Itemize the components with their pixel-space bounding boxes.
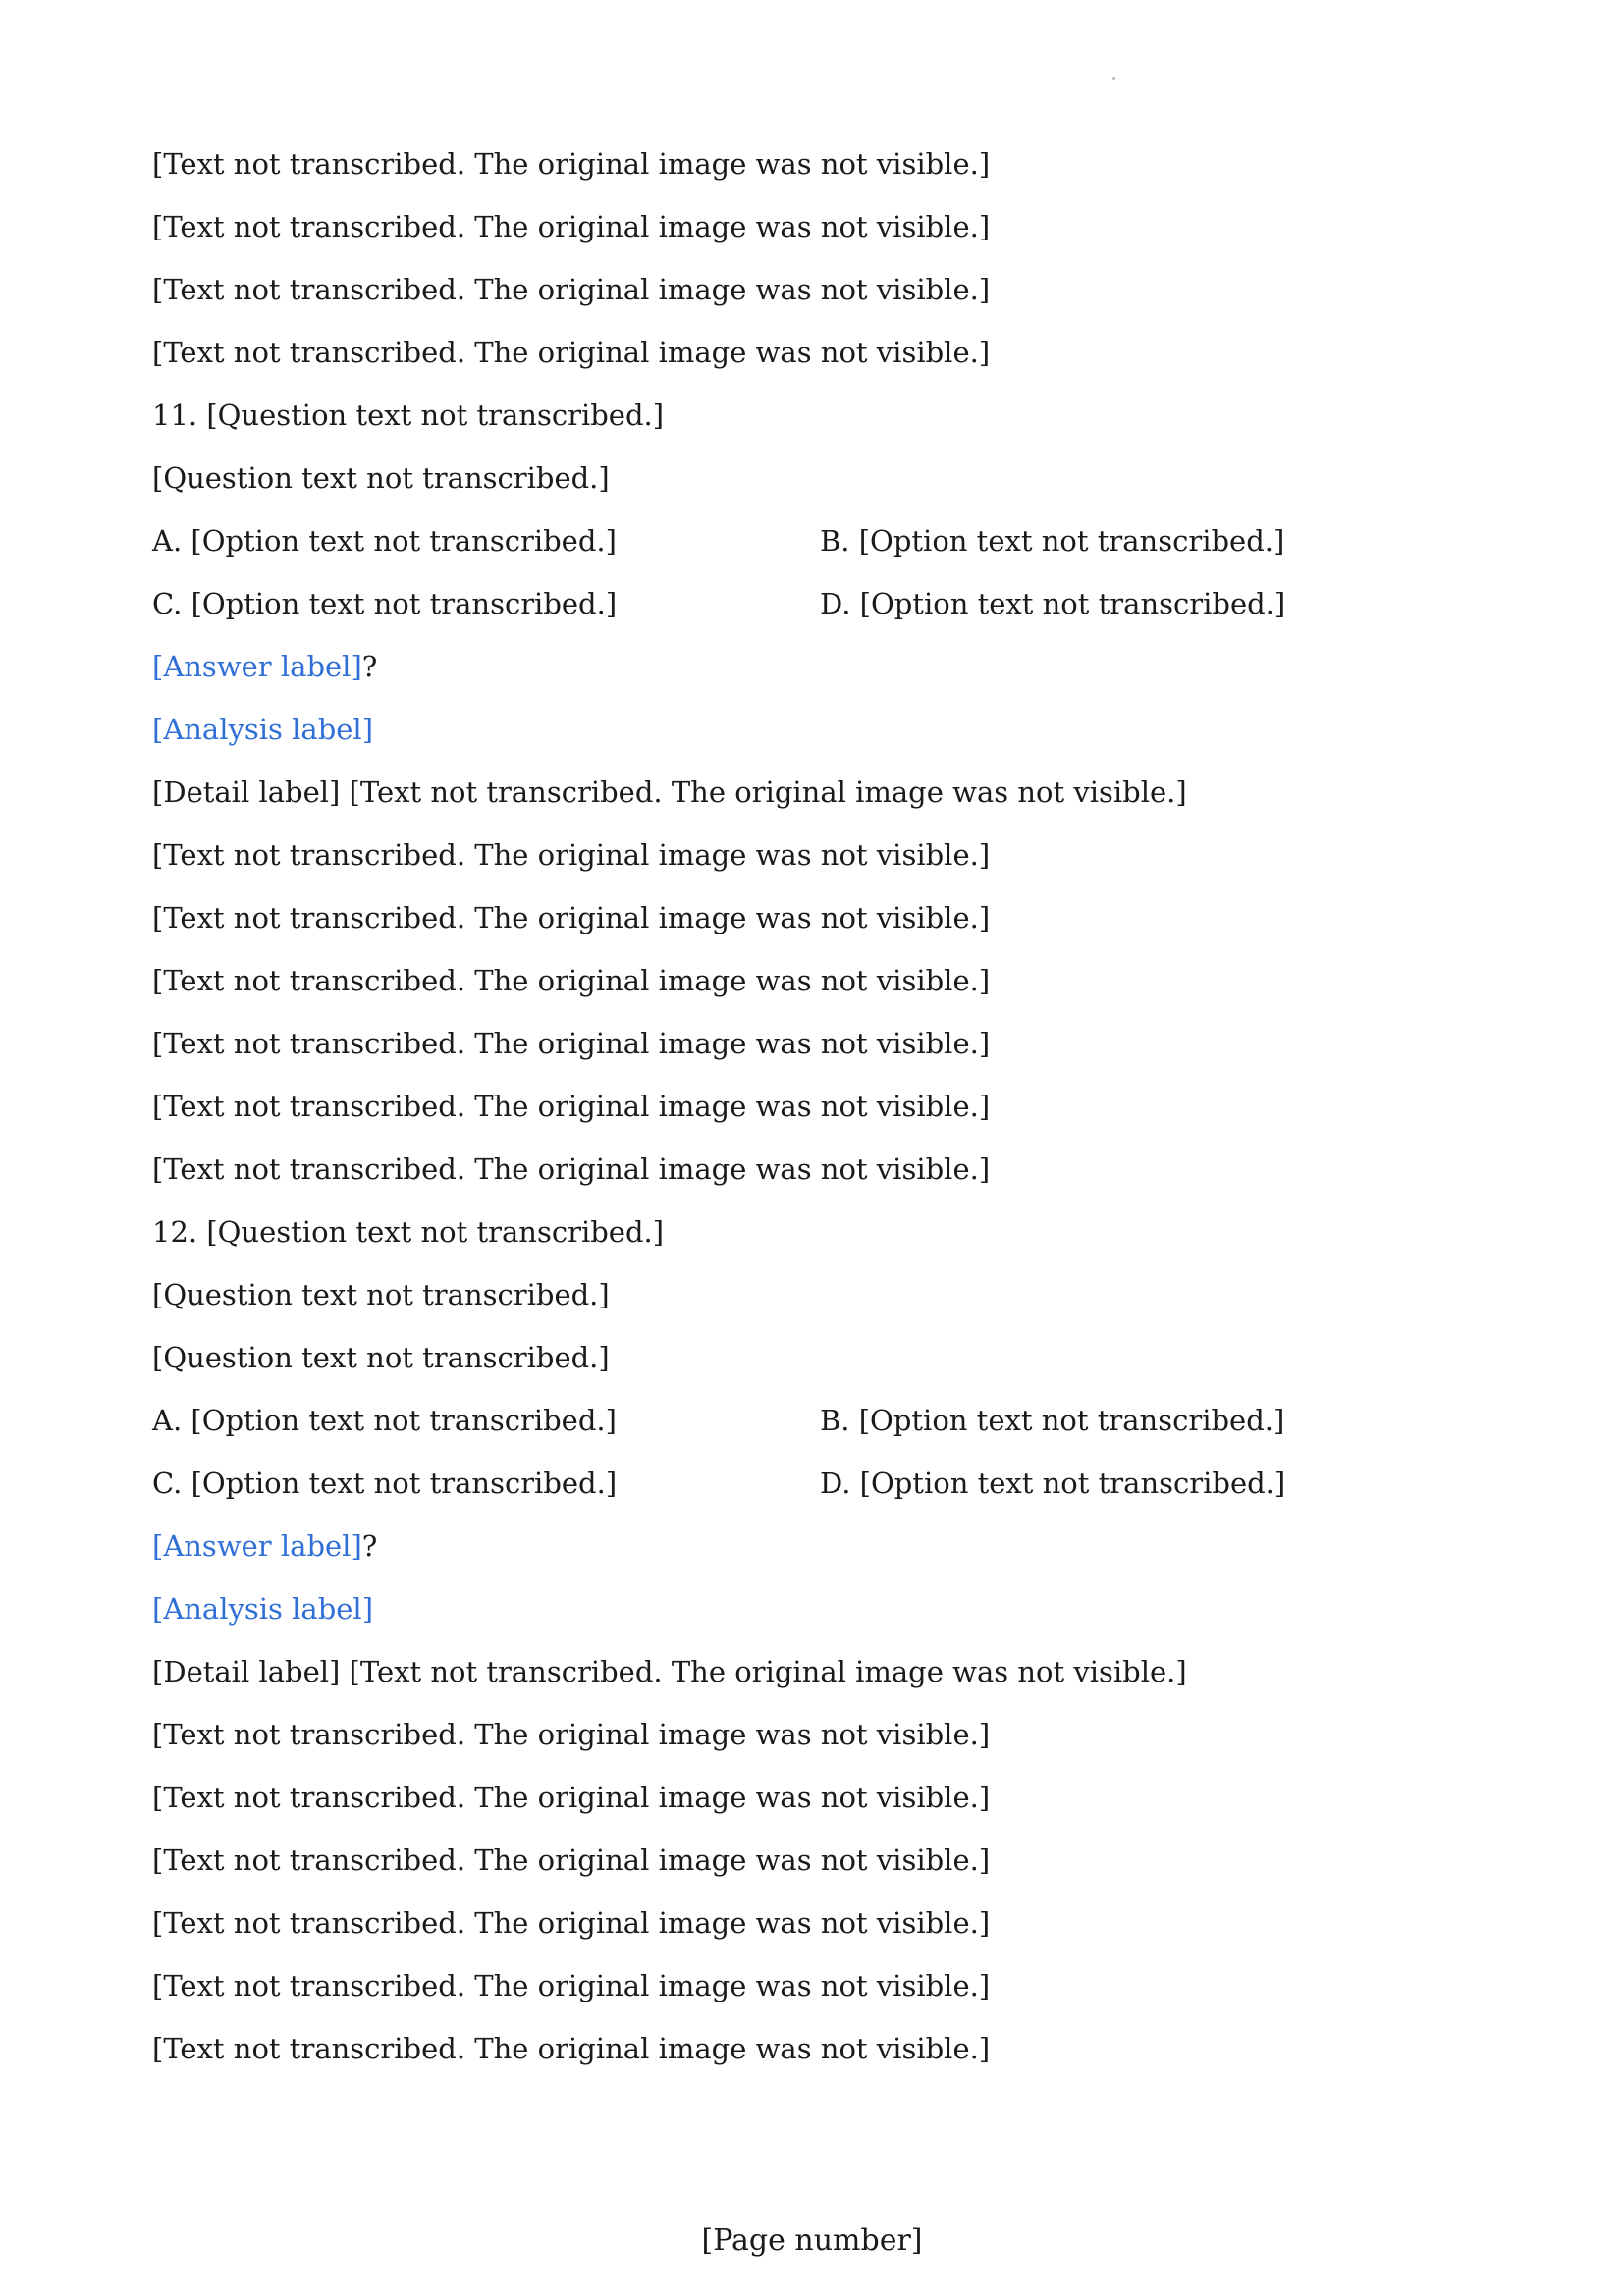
question-11-analysis-label bbox=[152, 698, 1488, 761]
question-12-options-row-1 bbox=[152, 1389, 1488, 1452]
answer-value: ? bbox=[361, 650, 378, 683]
analysis-tag: [Analysis label] bbox=[152, 713, 374, 746]
previous-explanation-continuation bbox=[152, 133, 1488, 384]
question-11-stem bbox=[152, 384, 1488, 509]
text-line: [Text not transcribed. The original image was not visible.] bbox=[152, 838, 991, 872]
option-c: C. [Option text not transcribed.] bbox=[152, 1467, 618, 1500]
option-a: A. [Option text not transcribed.] bbox=[152, 524, 617, 558]
detail-tag: [Detail label] bbox=[152, 775, 341, 809]
text-line: [Text not transcribed. The original image was not visible.] bbox=[152, 147, 991, 181]
option-d: D. [Option text not transcribed.] bbox=[820, 1467, 1286, 1500]
text-line: [Text not transcribed. The original image was not visible.] bbox=[152, 336, 991, 369]
text-line: [Text not transcribed. The original image was not visible.] bbox=[152, 210, 991, 243]
option-c: C. [Option text not transcribed.] bbox=[152, 587, 618, 620]
text-line: [Text not transcribed. The original image was not visible.] bbox=[152, 901, 991, 934]
text-line: [Text not transcribed. The original image was not visible.] bbox=[152, 1781, 991, 1814]
question-12-detail bbox=[152, 1640, 1488, 2080]
question-12-analysis-label bbox=[152, 1577, 1488, 1640]
analysis-tag: [Analysis label] bbox=[152, 1592, 374, 1626]
page-number-footer: [Page number] bbox=[701, 2223, 923, 2258]
text-line: 12. [Question text not transcribed.] bbox=[152, 1215, 665, 1249]
text-line: 11. [Question text not transcribed.] bbox=[152, 399, 665, 432]
text-line: [Text not transcribed. The original image was not visible.] bbox=[152, 1152, 991, 1186]
text-line: [Text not transcribed. The original image was not visible.] bbox=[152, 2032, 991, 2065]
question-11-detail bbox=[152, 761, 1488, 1201]
text-line: [Text not transcribed. The original image was not visible.] bbox=[152, 1843, 991, 1877]
question-11-options-row-1 bbox=[152, 509, 1488, 572]
option-a: A. [Option text not transcribed.] bbox=[152, 1404, 617, 1437]
question-12-options-row-2 bbox=[152, 1452, 1488, 1515]
text-line: [Detail label] [Text not transcribed. The original image was not visible.] bbox=[152, 775, 1187, 809]
option-d: D. [Option text not transcribed.] bbox=[820, 587, 1286, 620]
text-line: [Text not transcribed. The original image was not visible.] bbox=[152, 1090, 991, 1123]
answer-tag: [Answer label] bbox=[152, 650, 362, 683]
decorative-dot bbox=[1112, 77, 1115, 80]
question-12-answer bbox=[152, 1515, 1488, 1577]
question-11-options-row-2 bbox=[152, 572, 1488, 635]
text-line: [Text not transcribed. The original image was not visible.] bbox=[152, 1906, 991, 1940]
answer-value: ? bbox=[361, 1529, 378, 1563]
question-12-stem bbox=[152, 1201, 1488, 1389]
page-content bbox=[152, 133, 1488, 2080]
question-11-answer bbox=[152, 635, 1488, 698]
text-line: [Text not transcribed. The original image was not visible.] bbox=[152, 273, 991, 306]
text-line: [Question text not transcribed.] bbox=[152, 1341, 610, 1374]
option-b: B. [Option text not transcribed.] bbox=[820, 524, 1285, 558]
text-line: [Question text not transcribed.] bbox=[152, 1278, 610, 1311]
text-line: [Text not transcribed. The original image was not visible.] bbox=[152, 1027, 991, 1060]
text-line: [Text not transcribed. The original image was not visible.] bbox=[152, 964, 991, 997]
text-line: [Text not transcribed. The original image was not visible.] bbox=[152, 1969, 991, 2002]
option-b: B. [Option text not transcribed.] bbox=[820, 1404, 1285, 1437]
answer-tag: [Answer label] bbox=[152, 1529, 362, 1563]
text-line: [Text not transcribed. The original image was not visible.] bbox=[152, 1718, 991, 1751]
text-line: [Detail label] [Text not transcribed. The original image was not visible.] bbox=[152, 1655, 1187, 1688]
detail-tag: [Detail label] bbox=[152, 1655, 341, 1688]
text-line: [Question text not transcribed.] bbox=[152, 461, 610, 495]
